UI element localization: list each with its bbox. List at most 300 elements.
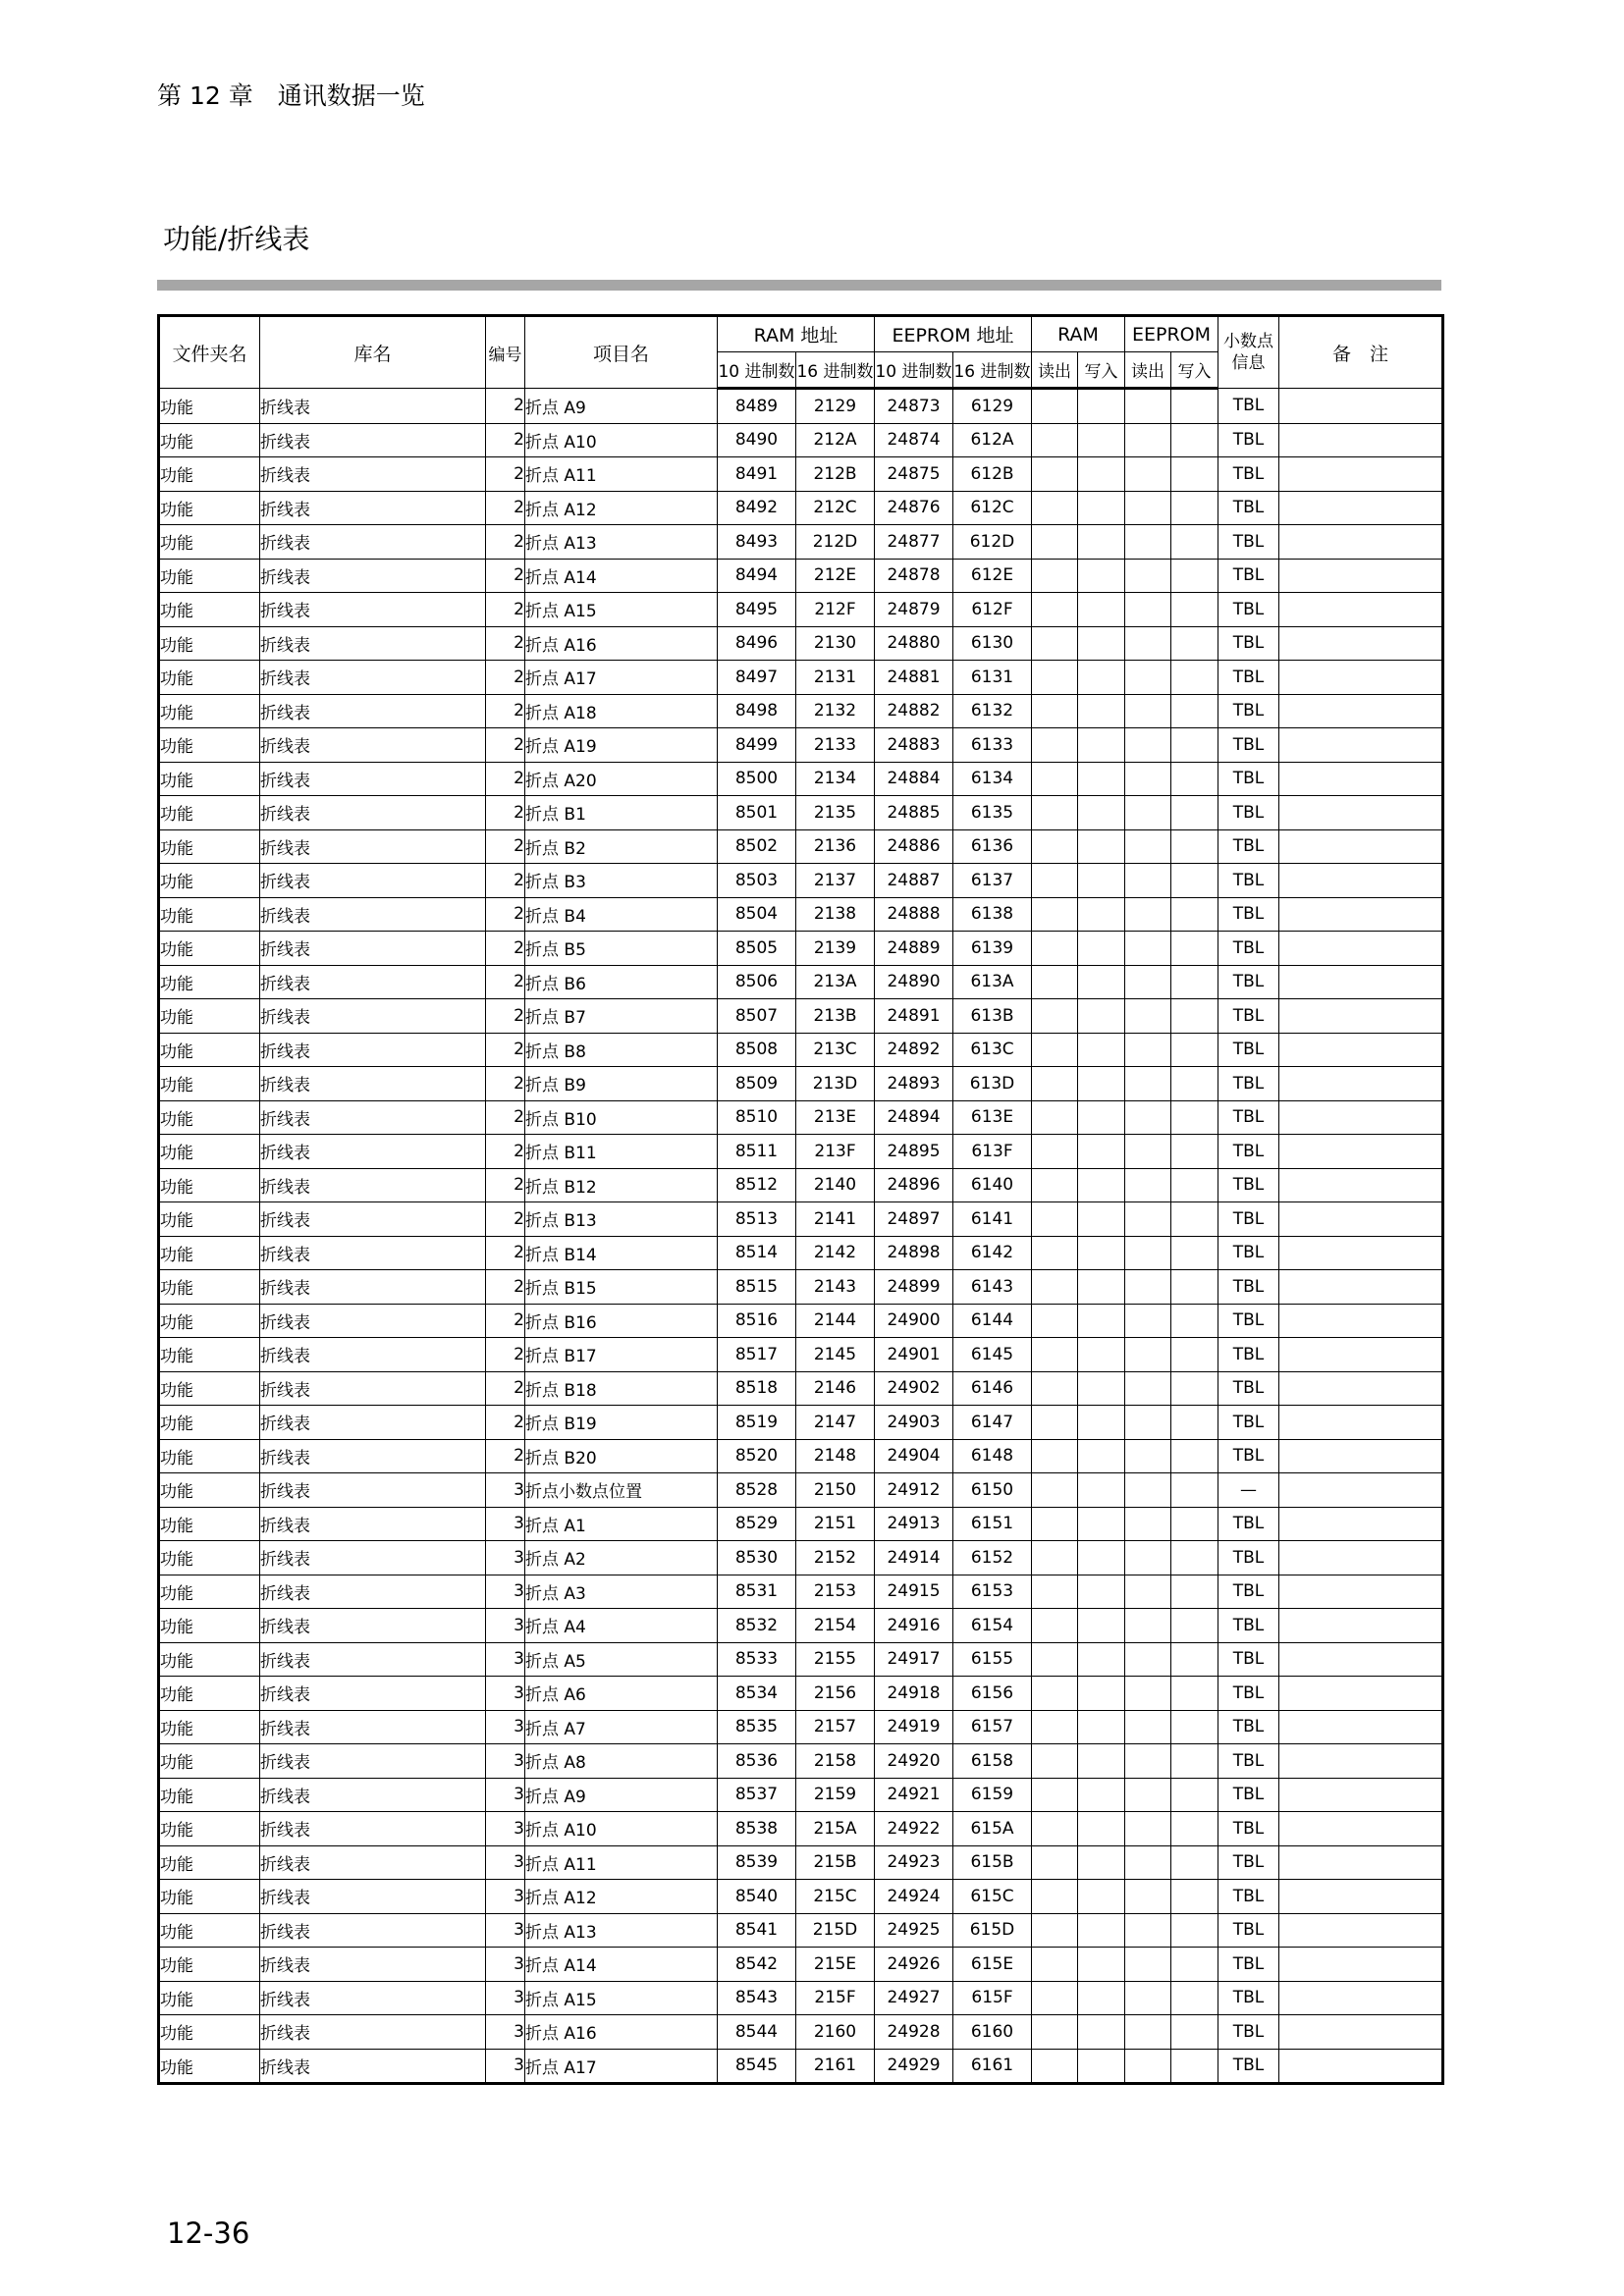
cell-item: 折点 B18 (525, 1371, 718, 1406)
cell-ram-dec: 8506 (718, 965, 796, 999)
cell-eeprom-read (1125, 1981, 1171, 2015)
cell-item: 折点 B19 (525, 1406, 718, 1440)
cell-eeprom-hex: 615E (953, 1948, 1032, 1982)
cell-decimal-info: TBL (1218, 1338, 1279, 1372)
cell-ram-dec: 8489 (718, 389, 796, 424)
cell-eeprom-dec: 24916 (875, 1609, 953, 1643)
cell-decimal-info: TBL (1218, 1913, 1279, 1948)
header-eeprom: EEPROM (1125, 316, 1218, 352)
cell-ram-write (1078, 1236, 1125, 1270)
cell-library: 折线表 (260, 829, 486, 864)
cell-ram-hex: 213E (796, 1100, 875, 1135)
table-row (159, 1033, 1443, 1067)
cell-ram-hex: 2131 (796, 661, 875, 695)
cell-ram-dec: 8502 (718, 829, 796, 864)
cell-ram-dec: 8530 (718, 1541, 796, 1575)
header-number: 编号 (486, 316, 525, 389)
cell-number: 2 (486, 1135, 525, 1169)
header-ram-dec: 10 进制数 (718, 352, 796, 389)
cell-eeprom-write (1171, 1913, 1218, 1948)
cell-folder: 功能 (159, 1473, 260, 1508)
cell-ram-read (1032, 1845, 1078, 1880)
cell-eeprom-dec: 24882 (875, 694, 953, 728)
table-row (159, 661, 1443, 695)
cell-remarks (1279, 1338, 1443, 1372)
cell-ram-hex: 2152 (796, 1541, 875, 1575)
cell-ram-write (1078, 1338, 1125, 1372)
cell-decimal-info: TBL (1218, 423, 1279, 457)
cell-ram-hex: 213F (796, 1135, 875, 1169)
cell-folder: 功能 (159, 1371, 260, 1406)
cell-remarks (1279, 1880, 1443, 1914)
cell-eeprom-write (1171, 1473, 1218, 1508)
cell-ram-dec: 8507 (718, 999, 796, 1034)
cell-decimal-info: TBL (1218, 1100, 1279, 1135)
cell-eeprom-hex: 6134 (953, 762, 1032, 796)
cell-eeprom-read (1125, 626, 1171, 661)
page-number: 12-36 (167, 2216, 250, 2250)
cell-eeprom-read (1125, 864, 1171, 898)
cell-item: 折点 B16 (525, 1304, 718, 1338)
cell-library: 折线表 (260, 694, 486, 728)
cell-decimal-info: TBL (1218, 864, 1279, 898)
cell-folder: 功能 (159, 661, 260, 695)
cell-eeprom-hex: 6130 (953, 626, 1032, 661)
cell-ram-dec: 8533 (718, 1642, 796, 1677)
cell-eeprom-read (1125, 1371, 1171, 1406)
cell-eeprom-write (1171, 1304, 1218, 1338)
cell-eeprom-read (1125, 796, 1171, 830)
cell-number: 2 (486, 864, 525, 898)
cell-item: 折点 A7 (525, 1710, 718, 1744)
cell-remarks (1279, 728, 1443, 763)
cell-library: 折线表 (260, 1575, 486, 1609)
header-remarks: 备 注 (1279, 316, 1443, 389)
cell-ram-hex: 215C (796, 1880, 875, 1914)
cell-eeprom-write (1171, 762, 1218, 796)
cell-remarks (1279, 1236, 1443, 1270)
cell-ram-write (1078, 897, 1125, 932)
cell-folder: 功能 (159, 1880, 260, 1914)
cell-eeprom-read (1125, 1067, 1171, 1101)
cell-eeprom-dec: 24878 (875, 559, 953, 593)
cell-library: 折线表 (260, 1270, 486, 1305)
cell-eeprom-dec: 24902 (875, 1371, 953, 1406)
cell-eeprom-dec: 24875 (875, 457, 953, 492)
cell-ram-read (1032, 999, 1078, 1034)
cell-decimal-info: TBL (1218, 728, 1279, 763)
cell-library: 折线表 (260, 1880, 486, 1914)
cell-item: 折点 A13 (525, 1913, 718, 1948)
cell-remarks (1279, 829, 1443, 864)
cell-eeprom-read (1125, 1812, 1171, 1846)
cell-ram-hex: 2154 (796, 1609, 875, 1643)
cell-number: 2 (486, 796, 525, 830)
cell-ram-read (1032, 1812, 1078, 1846)
cell-folder: 功能 (159, 1202, 260, 1237)
cell-remarks (1279, 1778, 1443, 1812)
cell-item: 折点 A20 (525, 762, 718, 796)
cell-library: 折线表 (260, 661, 486, 695)
cell-ram-hex: 2157 (796, 1710, 875, 1744)
cell-library: 折线表 (260, 491, 486, 525)
cell-ram-write (1078, 1812, 1125, 1846)
cell-eeprom-dec: 24874 (875, 423, 953, 457)
cell-ram-dec: 8535 (718, 1710, 796, 1744)
header-eeprom-address: EEPROM 地址 (875, 316, 1032, 352)
cell-remarks (1279, 1642, 1443, 1677)
table-body (159, 389, 1443, 2084)
cell-eeprom-hex: 6137 (953, 864, 1032, 898)
cell-folder: 功能 (159, 2049, 260, 2084)
cell-library: 折线表 (260, 389, 486, 424)
cell-decimal-info: TBL (1218, 932, 1279, 966)
cell-item: 折点 B13 (525, 1202, 718, 1237)
cell-ram-read (1032, 1575, 1078, 1609)
cell-eeprom-dec: 24886 (875, 829, 953, 864)
cell-ram-hex: 2132 (796, 694, 875, 728)
cell-remarks (1279, 423, 1443, 457)
cell-ram-hex: 2151 (796, 1507, 875, 1541)
cell-eeprom-dec: 24895 (875, 1135, 953, 1169)
cell-eeprom-dec: 24904 (875, 1439, 953, 1473)
cell-eeprom-hex: 6144 (953, 1304, 1032, 1338)
cell-number: 2 (486, 491, 525, 525)
cell-ram-hex: 213A (796, 965, 875, 999)
cell-remarks (1279, 1439, 1443, 1473)
cell-ram-write (1078, 1541, 1125, 1575)
cell-remarks (1279, 626, 1443, 661)
cell-decimal-info: TBL (1218, 593, 1279, 627)
cell-folder: 功能 (159, 1642, 260, 1677)
cell-ram-hex: 215D (796, 1913, 875, 1948)
cell-number: 2 (486, 1304, 525, 1338)
cell-ram-read (1032, 626, 1078, 661)
cell-eeprom-dec: 24893 (875, 1067, 953, 1101)
cell-item: 折点 A10 (525, 423, 718, 457)
cell-item: 折点 A11 (525, 1845, 718, 1880)
cell-number: 3 (486, 1710, 525, 1744)
cell-remarks (1279, 1067, 1443, 1101)
cell-eeprom-dec: 24901 (875, 1338, 953, 1372)
header-eeprom-read: 读出 (1125, 352, 1171, 389)
cell-folder: 功能 (159, 1304, 260, 1338)
cell-eeprom-dec: 24876 (875, 491, 953, 525)
table-row (159, 1270, 1443, 1305)
cell-folder: 功能 (159, 2015, 260, 2050)
cell-ram-read (1032, 1406, 1078, 1440)
cell-eeprom-read (1125, 829, 1171, 864)
chapter-heading: 第 12 章 通讯数据一览 (157, 81, 425, 110)
cell-eeprom-read (1125, 1439, 1171, 1473)
table-row (159, 1067, 1443, 1101)
cell-eeprom-dec: 24885 (875, 796, 953, 830)
cell-item: 折点 B2 (525, 829, 718, 864)
cell-ram-read (1032, 1541, 1078, 1575)
cell-eeprom-read (1125, 661, 1171, 695)
cell-eeprom-hex: 6153 (953, 1575, 1032, 1609)
cell-ram-dec: 8538 (718, 1812, 796, 1846)
table-row (159, 491, 1443, 525)
cell-item: 折点 B6 (525, 965, 718, 999)
cell-eeprom-read (1125, 1507, 1171, 1541)
cell-ram-write (1078, 1439, 1125, 1473)
cell-ram-read (1032, 559, 1078, 593)
table-row (159, 728, 1443, 763)
cell-item: 折点 A6 (525, 1677, 718, 1711)
cell-ram-hex: 215A (796, 1812, 875, 1846)
table-row (159, 965, 1443, 999)
cell-library: 折线表 (260, 1507, 486, 1541)
cell-eeprom-write (1171, 1710, 1218, 1744)
cell-ram-read (1032, 423, 1078, 457)
cell-eeprom-write (1171, 1812, 1218, 1846)
cell-library: 折线表 (260, 1406, 486, 1440)
cell-eeprom-hex: 612D (953, 525, 1032, 560)
cell-number: 3 (486, 1948, 525, 1982)
cell-ram-dec: 8500 (718, 762, 796, 796)
cell-folder: 功能 (159, 1100, 260, 1135)
cell-remarks (1279, 1406, 1443, 1440)
table-row (159, 1677, 1443, 1711)
cell-ram-dec: 8503 (718, 864, 796, 898)
cell-ram-dec: 8545 (718, 2049, 796, 2084)
cell-eeprom-write (1171, 999, 1218, 1034)
cell-ram-write (1078, 1710, 1125, 1744)
table-row (159, 2049, 1443, 2084)
cell-library: 折线表 (260, 2049, 486, 2084)
cell-ram-read (1032, 829, 1078, 864)
cell-eeprom-write (1171, 897, 1218, 932)
cell-decimal-info: TBL (1218, 1575, 1279, 1609)
cell-item: 折点 A17 (525, 661, 718, 695)
cell-ram-hex: 212F (796, 593, 875, 627)
cell-eeprom-hex: 6142 (953, 1236, 1032, 1270)
cell-decimal-info: TBL (1218, 525, 1279, 560)
cell-decimal-info: TBL (1218, 1981, 1279, 2015)
cell-decimal-info: TBL (1218, 897, 1279, 932)
cell-eeprom-read (1125, 1473, 1171, 1508)
cell-folder: 功能 (159, 999, 260, 1034)
cell-decimal-info: TBL (1218, 1439, 1279, 1473)
cell-ram-hex: 2141 (796, 1202, 875, 1237)
cell-item: 折点 B10 (525, 1100, 718, 1135)
cell-item: 折点 B14 (525, 1236, 718, 1270)
cell-library: 折线表 (260, 1845, 486, 1880)
cell-eeprom-write (1171, 1575, 1218, 1609)
cell-ram-read (1032, 1744, 1078, 1779)
cell-decimal-info: TBL (1218, 1845, 1279, 1880)
cell-ram-write (1078, 1778, 1125, 1812)
table-row (159, 1541, 1443, 1575)
cell-ram-write (1078, 1304, 1125, 1338)
cell-remarks (1279, 661, 1443, 695)
cell-number: 3 (486, 1575, 525, 1609)
cell-number: 2 (486, 1033, 525, 1067)
cell-ram-read (1032, 661, 1078, 695)
cell-library: 折线表 (260, 1473, 486, 1508)
cell-ram-dec: 8539 (718, 1845, 796, 1880)
cell-remarks (1279, 1100, 1443, 1135)
cell-eeprom-dec: 24888 (875, 897, 953, 932)
cell-ram-write (1078, 491, 1125, 525)
cell-eeprom-hex: 613F (953, 1135, 1032, 1169)
cell-eeprom-write (1171, 2049, 1218, 2084)
cell-eeprom-read (1125, 1406, 1171, 1440)
table-row (159, 1135, 1443, 1169)
cell-ram-dec: 8520 (718, 1439, 796, 1473)
cell-eeprom-write (1171, 1778, 1218, 1812)
cell-eeprom-hex: 612F (953, 593, 1032, 627)
cell-eeprom-read (1125, 1845, 1171, 1880)
cell-folder: 功能 (159, 1236, 260, 1270)
table-row (159, 864, 1443, 898)
cell-ram-write (1078, 864, 1125, 898)
cell-remarks (1279, 1609, 1443, 1643)
cell-remarks (1279, 1168, 1443, 1202)
cell-item: 折点 B9 (525, 1067, 718, 1101)
cell-ram-hex: 213C (796, 1033, 875, 1067)
cell-eeprom-dec: 24889 (875, 932, 953, 966)
cell-remarks (1279, 1845, 1443, 1880)
cell-folder: 功能 (159, 1406, 260, 1440)
cell-number: 3 (486, 2049, 525, 2084)
cell-eeprom-hex: 6146 (953, 1371, 1032, 1406)
cell-ram-hex: 212B (796, 457, 875, 492)
cell-eeprom-write (1171, 1033, 1218, 1067)
cell-ram-write (1078, 1406, 1125, 1440)
cell-ram-write (1078, 1033, 1125, 1067)
cell-item: 折点 A10 (525, 1812, 718, 1846)
table-row (159, 559, 1443, 593)
cell-ram-read (1032, 1100, 1078, 1135)
cell-folder: 功能 (159, 626, 260, 661)
cell-ram-hex: 2137 (796, 864, 875, 898)
cell-remarks (1279, 999, 1443, 1034)
header-decimal-info: 小数点信息 (1218, 316, 1279, 389)
cell-eeprom-write (1171, 1406, 1218, 1440)
cell-remarks (1279, 762, 1443, 796)
cell-ram-hex: 2129 (796, 389, 875, 424)
cell-eeprom-dec: 24873 (875, 389, 953, 424)
cell-item: 折点 A16 (525, 2015, 718, 2050)
header-ram-read: 读出 (1032, 352, 1078, 389)
table-row (159, 1812, 1443, 1846)
cell-eeprom-dec: 24920 (875, 1744, 953, 1779)
cell-library: 折线表 (260, 1812, 486, 1846)
cell-eeprom-read (1125, 593, 1171, 627)
cell-eeprom-hex: 6158 (953, 1744, 1032, 1779)
cell-eeprom-read (1125, 1168, 1171, 1202)
table-row (159, 1981, 1443, 2015)
cell-number: 2 (486, 728, 525, 763)
header-ram-address: RAM 地址 (718, 316, 875, 352)
cell-number: 2 (486, 525, 525, 560)
cell-ram-read (1032, 1338, 1078, 1372)
cell-ram-dec: 8493 (718, 525, 796, 560)
cell-ram-write (1078, 626, 1125, 661)
cell-eeprom-write (1171, 1609, 1218, 1643)
cell-ram-dec: 8504 (718, 897, 796, 932)
cell-ram-write (1078, 694, 1125, 728)
cell-remarks (1279, 1507, 1443, 1541)
cell-remarks (1279, 2015, 1443, 2050)
cell-eeprom-read (1125, 762, 1171, 796)
cell-eeprom-dec: 24879 (875, 593, 953, 627)
cell-item: 折点 A3 (525, 1575, 718, 1609)
cell-ram-read (1032, 1913, 1078, 1948)
cell-eeprom-read (1125, 965, 1171, 999)
cell-number: 2 (486, 1338, 525, 1372)
cell-eeprom-hex: 615F (953, 1981, 1032, 2015)
cell-decimal-info: TBL (1218, 1270, 1279, 1305)
cell-decimal-info: TBL (1218, 965, 1279, 999)
cell-eeprom-read (1125, 1304, 1171, 1338)
cell-folder: 功能 (159, 1168, 260, 1202)
cell-ram-write (1078, 423, 1125, 457)
cell-library: 折线表 (260, 1202, 486, 1237)
cell-ram-dec: 8499 (718, 728, 796, 763)
table-row (159, 1880, 1443, 1914)
cell-ram-hex: 2148 (796, 1439, 875, 1473)
cell-item: 折点 B17 (525, 1338, 718, 1372)
cell-ram-dec: 8543 (718, 1981, 796, 2015)
cell-item: 折点 A19 (525, 728, 718, 763)
cell-ram-read (1032, 1473, 1078, 1508)
cell-ram-read (1032, 593, 1078, 627)
cell-library: 折线表 (260, 897, 486, 932)
cell-eeprom-dec: 24923 (875, 1845, 953, 1880)
cell-decimal-info: TBL (1218, 1880, 1279, 1914)
cell-library: 折线表 (260, 1067, 486, 1101)
cell-eeprom-hex: 6131 (953, 661, 1032, 695)
cell-ram-write (1078, 1371, 1125, 1406)
cell-remarks (1279, 525, 1443, 560)
table-row (159, 1100, 1443, 1135)
cell-eeprom-dec: 24921 (875, 1778, 953, 1812)
cell-eeprom-hex: 6145 (953, 1338, 1032, 1372)
cell-eeprom-write (1171, 1677, 1218, 1711)
table-row (159, 525, 1443, 560)
cell-eeprom-dec: 24877 (875, 525, 953, 560)
cell-ram-read (1032, 965, 1078, 999)
cell-eeprom-read (1125, 1100, 1171, 1135)
cell-library: 折线表 (260, 1609, 486, 1643)
cell-ram-write (1078, 1845, 1125, 1880)
cell-eeprom-dec: 24915 (875, 1575, 953, 1609)
cell-folder: 功能 (159, 1710, 260, 1744)
cell-item: 折点 A16 (525, 626, 718, 661)
cell-number: 3 (486, 1642, 525, 1677)
cell-ram-dec: 8534 (718, 1677, 796, 1711)
cell-eeprom-hex: 6155 (953, 1642, 1032, 1677)
cell-number: 3 (486, 1609, 525, 1643)
cell-ram-write (1078, 1609, 1125, 1643)
cell-number: 3 (486, 1845, 525, 1880)
cell-eeprom-hex: 6160 (953, 2015, 1032, 2050)
cell-decimal-info: TBL (1218, 694, 1279, 728)
cell-eeprom-read (1125, 1710, 1171, 1744)
cell-ram-dec: 8541 (718, 1913, 796, 1948)
cell-eeprom-dec: 24887 (875, 864, 953, 898)
cell-library: 折线表 (260, 1100, 486, 1135)
cell-folder: 功能 (159, 1135, 260, 1169)
cell-eeprom-dec: 24894 (875, 1100, 953, 1135)
cell-item: 折点 B4 (525, 897, 718, 932)
cell-ram-dec: 8491 (718, 457, 796, 492)
cell-eeprom-write (1171, 491, 1218, 525)
cell-ram-hex: 213D (796, 1067, 875, 1101)
